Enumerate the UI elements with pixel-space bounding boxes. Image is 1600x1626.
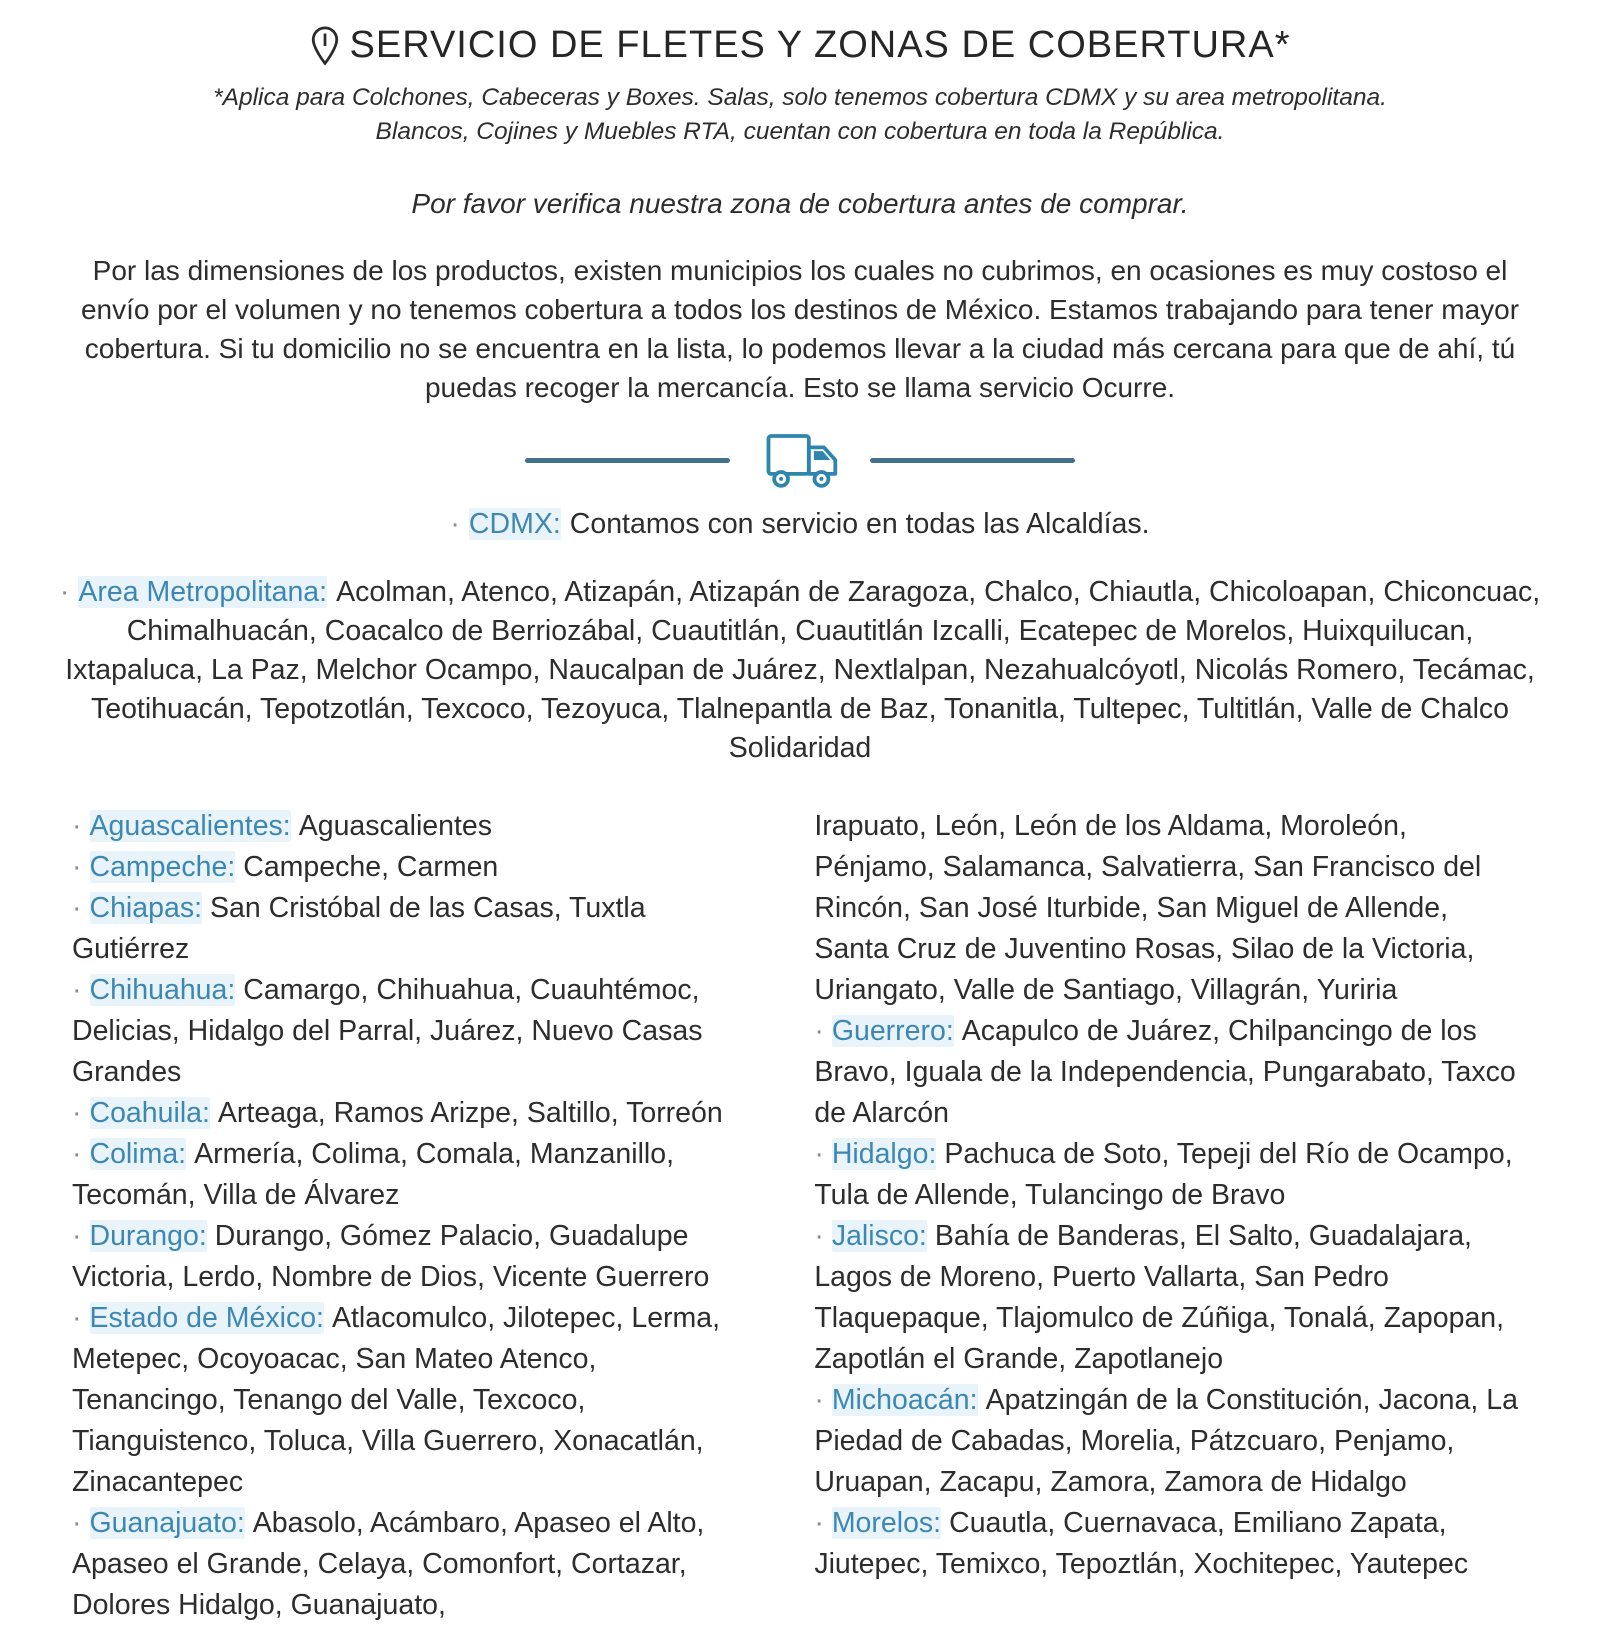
divider-line-right (870, 458, 1075, 463)
state-entry-jalisco (814, 1216, 1528, 1380)
state-entry-morelos (814, 1503, 1528, 1585)
state-cities: Campeche, Carmen (243, 850, 499, 883)
bullet: · (59, 575, 70, 608)
bullet: · (72, 973, 82, 1006)
state-label: Jalisco: (831, 1219, 927, 1252)
bullet: · (72, 1506, 82, 1539)
bullet: · (72, 850, 82, 883)
bullet: · (72, 1137, 82, 1170)
bullet: · (72, 1301, 82, 1334)
state-entry-coahuila (72, 1093, 756, 1134)
state-label: Hidalgo: (831, 1137, 937, 1170)
bullet: · (72, 1096, 82, 1129)
state-cities: San Cristóbal de las Casas, Tuxtla Gutiérrez (72, 891, 646, 965)
cdmx-text: Contamos con servicio en todas las Alcaldías. (569, 508, 1150, 540)
state-label: Estado de México: (89, 1301, 324, 1334)
state-entry-estado-de-mexico (72, 1298, 756, 1503)
state-cities: Armería, Colima, Comala, Manzanillo, Tecomán, Villa de Álvarez (72, 1137, 675, 1211)
state-entry-guerrero (814, 1011, 1528, 1134)
intro-lead: Por favor verifica nuestra zona de cobertura antes de comprar. (411, 188, 1189, 219)
state-label: Coahuila: (89, 1096, 210, 1129)
disclaimer-line-2: Blancos, Cojines y Muebles RTA, cuentan con cobertura en toda la República. (375, 118, 1225, 145)
state-entry-hidalgo (814, 1134, 1528, 1216)
state-label: Michoacán: (831, 1383, 978, 1416)
disclaimer-line-1: *Aplica para Colchones, Cabeceras y Boxes. Salas, solo tenemos cobertura CDMX y su area metropolitana. (213, 84, 1387, 111)
divider-line-left (525, 458, 730, 463)
bullet: · (814, 1137, 824, 1170)
location-pin-icon (310, 25, 340, 67)
state-label: Colima: (89, 1137, 187, 1170)
page-title: SERVICIO DE FLETES Y ZONAS DE COBERTURA* (349, 24, 1291, 66)
state-cities: Apatzingán de la Constitución, Jacona, La Piedad de Cabadas, Morelia, Pátzcuaro, Penjamo, Uruapan, Zacapu, Zamora, Zamora de Hidalgo (814, 1383, 1518, 1498)
cdmx-label: CDMX: (468, 508, 561, 540)
state-entry-aguascalientes (72, 806, 756, 847)
bullet: · (72, 1219, 82, 1252)
divider (58, 431, 1542, 489)
bullet: · (72, 891, 82, 924)
state-entry-guanajuato (72, 1503, 756, 1626)
state-entry-campeche (72, 847, 756, 888)
state-entry-guanajuato-continued (814, 806, 1528, 1011)
state-cities: Camargo, Chihuahua, Cuauhtémoc, Delicias, Hidalgo del Parral, Juárez, Nuevo Casas Grandes (72, 973, 703, 1088)
state-cities: Acapulco de Juárez, Chilpancingo de los Bravo, Iguala de la Independencia, Pungarabato, Taxco de Alarcón (814, 1014, 1516, 1129)
state-label: Campeche: (89, 850, 236, 883)
disclaimer (58, 81, 1542, 149)
state-label: Chihuahua: (89, 973, 236, 1006)
state-cities: Arteaga, Ramos Arizpe, Saltillo, Torreón (217, 1096, 723, 1129)
column-right (814, 806, 1528, 1626)
state-label: Aguascalientes: (89, 809, 291, 842)
state-cities: Aguascalientes (298, 809, 493, 842)
bullet: · (814, 1014, 824, 1047)
metro-cities: Acolman, Atenco, Atizapán, Atizapán de Zaragoza, Chalco, Chiautla, Chicoloapan, Chiconcuac, Chimalhuacán, Coacalco de Berriozábal, Cuautitlán, Cuautitlán Izcalli, Ecatepec de Morelos, Huixquilucan, Ixtapaluca, La Paz, Melchor Ocampo, Naucalpan de Juárez, Nextlalpan, Nezahualcóyotl, Nicolás Romero, Tecámac, Teotihuacán, Tepotzotlán, Texcoco, Tezoyuca, Tlalnepantla de Baz, Tonanitla, Tultepec, Tultitlán, Valle de Chalco Solidaridad (65, 575, 1541, 764)
metro-coverage (58, 573, 1542, 768)
state-label: Guerrero: (831, 1014, 954, 1047)
intro-body: Por las dimensiones de los productos, existen municipios los cuales no cubrimos, en ocasiones es muy costoso el envío por el volumen y no tenemos cobertura a todos los destinos de México. Estamos trabajando para tener mayor cobertura. Si tu domicilio no se encuentra en la lista, lo podemos llevar a la ciudad más cercana para que de ahí, tú puedas recoger la mercancía. Esto se llama servicio Ocurre. (80, 255, 1520, 403)
state-entry-colima (72, 1134, 756, 1216)
state-cities: Irapuato, León, León de los Aldama, Moroleón, Pénjamo, Salamanca, Salvatierra, San Francisco del Rincón, San José Iturbide, San Miguel de Allende, Santa Cruz de Juventino Rosas, Silao de la Victoria, Uriangato, Valle de Santiago, Villagrán, Yuriria (814, 809, 1482, 1006)
state-label: Durango: (89, 1219, 207, 1252)
bullet: · (814, 1219, 824, 1252)
metro-label: Area Metropolitana: (78, 575, 328, 608)
state-label: Morelos: (831, 1506, 942, 1539)
bullet: · (72, 809, 82, 842)
bullet: · (814, 1506, 824, 1539)
state-cities: Cuautla, Cuernavaca, Emiliano Zapata, Jiutepec, Temixco, Tepoztlán, Xochitepec, Yautepec (814, 1506, 1469, 1580)
state-cities: Pachuca de Soto, Tepeji del Río de Ocampo, Tula de Allende, Tulancingo de Bravo (814, 1137, 1513, 1211)
page-header (58, 24, 1542, 67)
truck-icon (758, 431, 842, 489)
state-cities: Abasolo, Acámbaro, Apaseo el Alto, Apaseo el Grande, Celaya, Comonfort, Cortazar, Dolores Hidalgo, Guanajuato, (72, 1506, 705, 1621)
state-label: Chiapas: (89, 891, 202, 924)
column-left (72, 806, 756, 1626)
bullet: · (814, 1383, 824, 1416)
state-label: Guanajuato: (89, 1506, 245, 1539)
state-cities: Atlacomulco, Jilotepec, Lerma, Metepec, Ocoyoacac, San Mateo Atenco, Tenancingo, Tenango del Valle, Texcoco, Tianguistenco, Toluca, Villa Guerrero, Xonacatlán, Zinacantepec (72, 1301, 721, 1498)
state-columns (58, 806, 1542, 1626)
state-entry-chiapas (72, 888, 756, 970)
bullet: · (450, 508, 460, 540)
state-cities: Bahía de Banderas, El Salto, Guadalajara, Lagos de Moreno, Puerto Vallarta, San Pedro Tlaquepaque, Tlajomulco de Zúñiga, Tonalá, Zapopan, Zapotlán el Grande, Zapotlanejo (814, 1219, 1505, 1375)
state-entry-michoacan (814, 1380, 1528, 1503)
state-cities: Durango, Gómez Palacio, Guadalupe Victoria, Lerdo, Nombre de Dios, Vicente Guerrero (72, 1219, 710, 1293)
state-entry-durango (72, 1216, 756, 1298)
state-entry-chihuahua (72, 970, 756, 1093)
cdmx-coverage (58, 505, 1542, 544)
